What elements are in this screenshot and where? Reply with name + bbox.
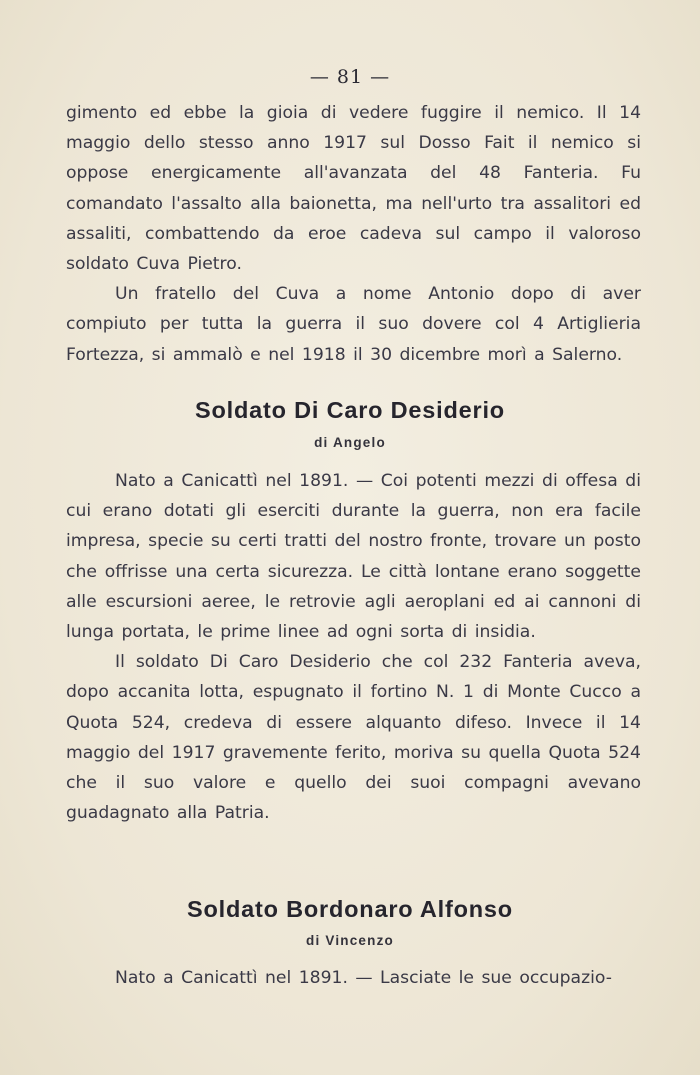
paragraph: gimento ed ebbe la gioia di vedere fuggire il nemico. Il 14 maggio dello stesso anno 1917 sul Dosso Fait il nemico si oppose energicamente all'avanzata del 48 Fanteria. Fu comandato l'assalto alla baionetta, ma nell'urto tra assalitori ed assaliti, combattendo da eroe cadeva sul campo il valoroso soldato Cuva Pietro. <box>66 103 641 275</box>
section-heading: Soldato Bordonaro Alfonso <box>187 896 513 922</box>
continued-text-block <box>66 98 641 370</box>
section-subheading: di Vincenzo <box>306 933 394 948</box>
section-heading: Soldato Di Caro Desiderio <box>195 397 505 423</box>
section-subheading: di Angelo <box>314 435 386 450</box>
page-number: — 81 — <box>309 66 391 88</box>
paragraph: Nato a Canicattì nel 1891. — Lasciate le sue occupazio- <box>115 968 612 988</box>
paragraph: Un fratello del Cuva a nome Antonio dopo di aver compiuto per tutta la guerra il suo dovere col 4 Artiglieria Fortezza, si ammalò e nel 1918 il 30 dicembre morì a Salerno. <box>66 284 641 365</box>
paragraph: Il soldato Di Caro Desiderio che col 232 Fanteria aveva, dopo accanita lotta, espugnato il fortino N. 1 di Monte Cucco a Quota 524, credeva di essere alquanto difeso. Invece il 14 maggio del 1917 gravemente ferito, moriva su quella Quota 524 che il suo valore e quello dei suoi compagni avevano guadagnato alla Patria. <box>66 652 641 824</box>
section-text-block <box>66 466 641 828</box>
section-text-block <box>66 963 641 993</box>
paragraph: Nato a Canicattì nel 1891. — Coi potenti mezzi di offesa di cui erano dotati gli eserciti durante la guerra, non era facile impresa, specie su certi tratti del nostro fronte, trovare un posto che offrisse una certa sicurezza. Le città lontane erano soggette alle escursioni aeree, le retrovie agli aeroplani ed ai cannoni di lunga portata, le prime linee ad ogni sorta di insidia. <box>66 471 641 643</box>
